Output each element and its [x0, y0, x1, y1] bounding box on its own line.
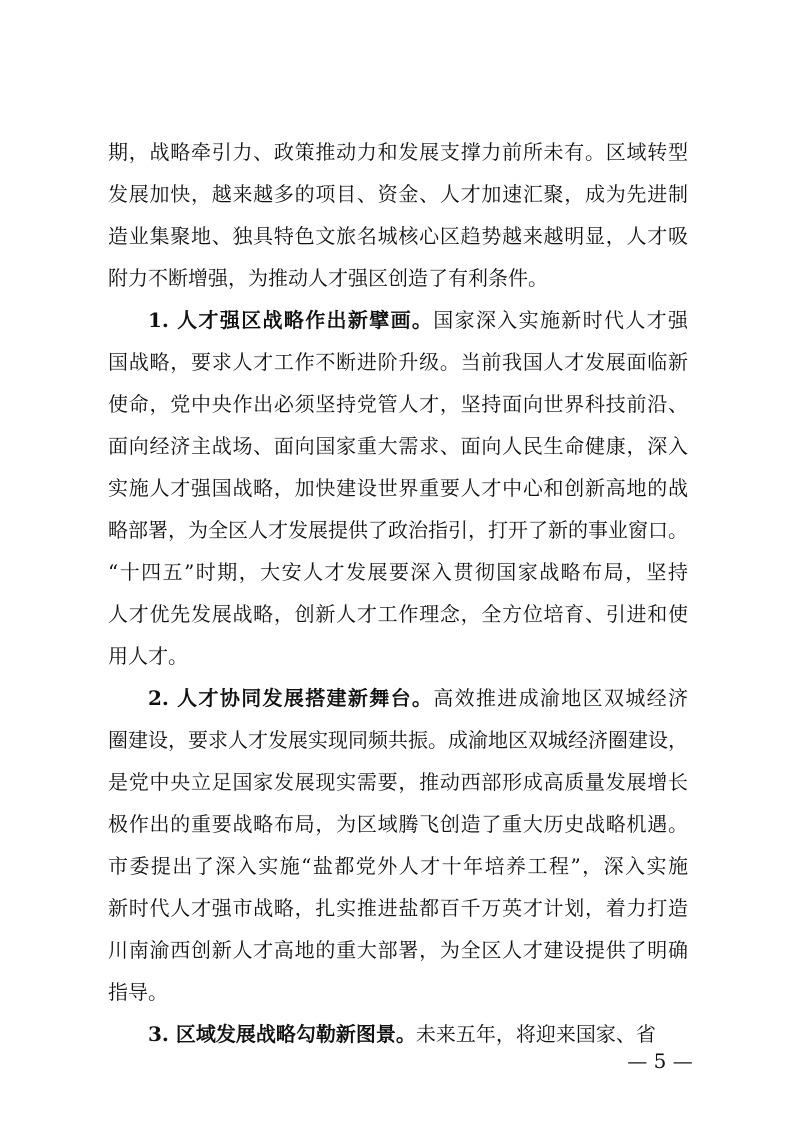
body-text-line: 略部署，为全区人才发展提供了政治指引，打开了新的事业窗口。 [108, 518, 688, 542]
body-text-line: 人才优先发展战略，创新人才工作理念，全方位培育、引进和使 [108, 602, 688, 626]
body-text-line: 发展加快，越来越多的项目、资金、人才加速汇聚，成为先进制 [108, 182, 688, 206]
section-heading-2: 2. 人才协同发展搭建新舞台。 [148, 686, 434, 710]
body-text: 国家深入实施新时代人才强 [433, 308, 689, 332]
body-text-line: 是党中央立足国家发展现实需要，推动西部形成高质量发展增长 [108, 770, 688, 794]
body-text-line: 造业集聚地、独具特色文旅名城核心区趋势越来越明显，人才吸 [108, 224, 688, 248]
body-text-line: “十四五”时期，大安人才发展要深入贯彻国家战略布局，坚持 [108, 560, 688, 584]
body-text-line: 川南渝西创新人才高地的重大部署，为全区人才建设提供了明确 [108, 938, 688, 962]
body-text: 高效推进成渝地区双城经济 [433, 686, 689, 710]
body-text-line: 极作出的重要战略布局，为区域腾飞创造了重大历史战略机遇。 [108, 812, 688, 836]
body-text-line: 用人才。 [108, 644, 188, 668]
body-text-line: 面向经济主战场、面向国家重大需求、面向人民生命健康，深入 [108, 434, 688, 458]
body-text-line: 指导。 [108, 980, 168, 1004]
section-heading-3: 3. 区域发展战略勾勒新图景。 [148, 1022, 416, 1046]
body-text: 未来五年，将迎来国家、省 [415, 1022, 656, 1046]
section-heading-line [148, 301, 688, 339]
section-heading-1: 1. 人才强区战略作出新擘画。 [148, 308, 434, 332]
body-text-line: 圈建设，要求人才发展实现同频共振。成渝地区双城经济圈建设， [108, 728, 688, 752]
body-text-line: 附力不断增强，为推动人才强区创造了有利条件。 [108, 266, 548, 290]
body-text-line: 实施人才强国战略，加快建设世界重要人才中心和创新高地的战 [108, 476, 688, 500]
body-text-line: 市委提出了深入实施“盐都党外人才十年培养工程”，深入实施 [108, 854, 688, 878]
section-heading-line [148, 679, 688, 717]
body-text-line: 期，战略牵引力、政策推动力和发展支撑力前所未有。区域转型 [108, 140, 688, 164]
page-number: — 5 — [627, 1049, 693, 1073]
body-text-line: 使命，党中央作出必须坚持党管人才，坚持面向世界科技前沿、 [108, 392, 688, 416]
body-text-line: 新时代人才强市战略，扎实推进盐都百千万英才计划，着力打造 [108, 896, 688, 920]
section-heading-line [148, 1015, 656, 1053]
body-text-line: 国战略，要求人才工作不断进阶升级。当前我国人才发展面临新 [108, 350, 688, 374]
